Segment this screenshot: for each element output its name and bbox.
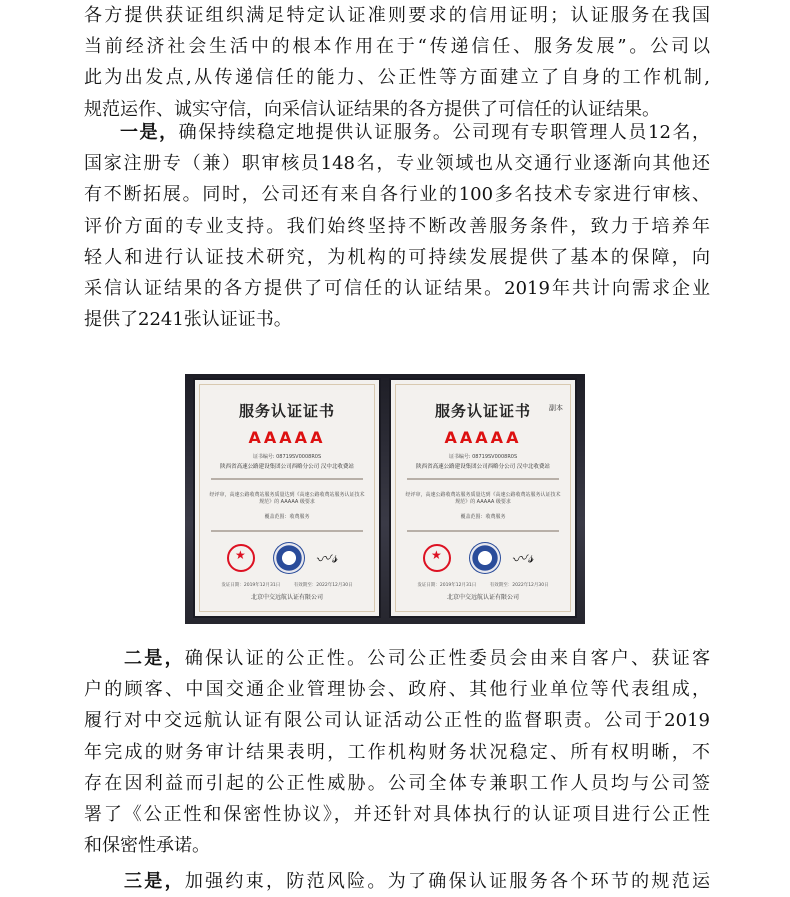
- signature-icon: 〰𝓈: [509, 546, 535, 571]
- certificate-scope: 覆盖范围：收费服务: [460, 514, 506, 520]
- text-line: 和保密性承诺。: [84, 835, 210, 857]
- text-line: 各方提供获证组织满足特定认证准则要求的信用证明；认证服务在我国: [84, 5, 710, 26]
- paragraph-one: [84, 117, 710, 335]
- paragraph-three: [84, 866, 710, 897]
- certificate-grade: AAAAA: [248, 428, 326, 447]
- text-line: 国家注册专（兼）职审核员148名，专业领域也从交通行业逐渐向其他还: [84, 153, 710, 175]
- text-line: 此为出发点,从传递信任的能力、公正性等方面建立了自身的工作机制,: [84, 67, 710, 89]
- text-line: 署了《公正性和保密性协议》，并还针对具体执行的认证项目进行公正性: [84, 803, 710, 825]
- certificate-clause: 经评审，高速公路收费站服务质量达到《高速公路收费站服务认证技术规范》的 AAAAA 级要求: [405, 492, 561, 505]
- text-line: 评价方面的专业支持。我们始终坚持不断改善服务条件，致力于培养年: [84, 215, 710, 237]
- paragraph-text: 确保认证的公正性。公司公正性委员会由来自客户、获证客: [184, 648, 710, 669]
- text-line: 存在因利益而引起的公正性威胁。公司全体专兼职工作人员均与公司签: [84, 772, 710, 794]
- text-bar: [211, 478, 363, 480]
- text-line: 采信认证结果的各方提供了可信任的认证结果。2019年共计向需求企业: [84, 277, 710, 299]
- certificate-org: 北京中交远航认证有限公司: [446, 594, 519, 601]
- paragraph-two: [84, 643, 710, 861]
- text-bar: [407, 478, 559, 480]
- text-bar: [407, 530, 559, 532]
- paragraph-text: 确保持续稳定地提供认证服务。公司现有专职管理人员12名，: [178, 122, 711, 143]
- certificates-photo: [185, 374, 585, 624]
- certificate-scope: 覆盖范围：收费服务: [264, 514, 310, 520]
- certificate-org: 北京中交远航认证有限公司: [250, 594, 323, 601]
- paragraph-lead: 一是，: [120, 122, 179, 143]
- red-star-seal-icon: [227, 544, 255, 572]
- certificate-grade: AAAAA: [444, 428, 522, 447]
- accreditation-seal-icon: [469, 542, 501, 574]
- paragraph-lead: 三是，: [124, 871, 185, 892]
- certificate-title: 服务认证证书: [434, 402, 531, 420]
- text-line: [84, 643, 710, 674]
- certificate-right: [389, 378, 577, 618]
- certificate-copy-tag: 副本: [549, 404, 563, 412]
- text-line: 轻人和进行认证技术研究，为机构的可持续发展提供了基本的保障，向: [84, 246, 710, 268]
- certificate-dates: 发证日期：2019年12月31日 有效期至：2022年12月30日: [417, 583, 549, 588]
- text-line: 履行对中交远航认证有限公司认证活动公正性的监督职责。公司于2019: [84, 710, 710, 732]
- certificate-holder: 陕西省高速公路建设集团公司西略分公司 汉中北收费站: [416, 464, 550, 470]
- text-line: 有不断拓展。同时，公司还有来自各行业的100多名技术专家进行审核、: [84, 184, 710, 206]
- text-line: [84, 866, 710, 897]
- certificate-dates: 发证日期：2019年12月31日 有效期至：2022年12月30日: [221, 583, 353, 588]
- signature-icon: 〰𝓈: [313, 546, 339, 571]
- certificate-title: 服务认证证书: [238, 402, 335, 420]
- paragraph-lead: 二是，: [124, 648, 185, 669]
- text-bar: [211, 530, 363, 532]
- text-line: 当前经济社会生活中的根本作用在于“传递信任、服务发展”。公司以: [84, 36, 710, 58]
- certificate-left: [193, 378, 381, 618]
- intro-paragraph: [84, 0, 710, 125]
- text-line: 年完成的财务审计结果表明，工作机构财务状况稳定、所有权明晰，不: [84, 741, 710, 763]
- certificate-holder: 陕西省高速公路建设集团公司西略分公司 汉中北收费站: [220, 464, 354, 470]
- certificate-number: 证书编号: 08719SV0008R0S: [252, 454, 322, 460]
- text-line: [84, 117, 710, 148]
- certificate-clause: 经评审，高速公路收费站服务质量达到《高速公路收费站服务认证技术规范》的 AAAAA 级要求: [209, 492, 365, 505]
- text-line: 户的顾客、中国交通企业管理协会、政府、其他行业单位等代表组成，: [84, 679, 710, 701]
- text-line: 提供了2241张认证证书。: [84, 309, 292, 331]
- red-star-seal-icon: [423, 544, 451, 572]
- accreditation-seal-icon: [273, 542, 305, 574]
- text-line: 规范运作、诚实守信，向采信认证结果的各方提供了可信任的认证结果。: [84, 98, 660, 120]
- paragraph-text: 加强约束，防范风险。为了确保认证服务各个环节的规范运: [184, 871, 710, 892]
- certificate-number: 证书编号: 08719SV0008R0S: [448, 454, 518, 460]
